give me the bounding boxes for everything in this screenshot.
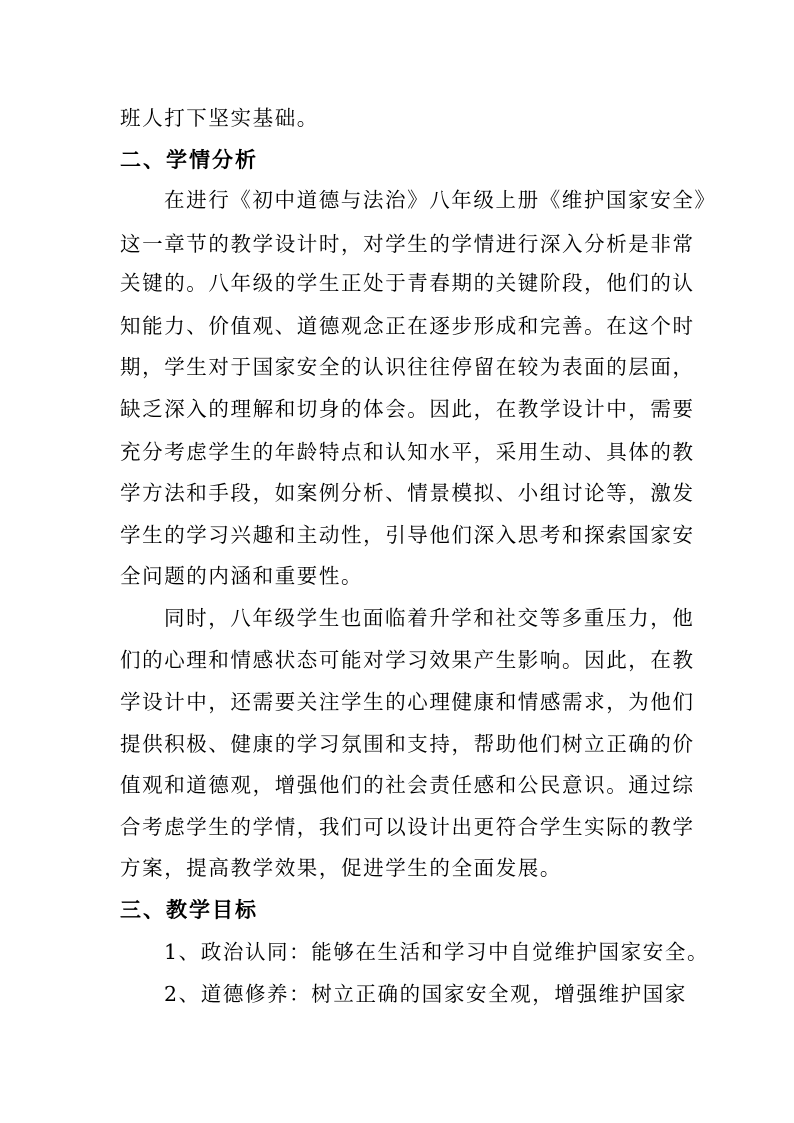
paragraph-line: 知能力、价值观、道德观念正在逐步形成和完善。在这个时 bbox=[120, 314, 695, 338]
paragraph-line: 提供积极、健康的学习氛围和支持，帮助他们树立正确的价 bbox=[120, 732, 695, 756]
paragraph-line: 期，学生对于国家安全的认识往往停留在较为表面的层面， bbox=[120, 355, 695, 379]
paragraph-line: 学生的学习兴趣和主动性，引导他们深入思考和探索国家安 bbox=[120, 523, 695, 547]
paragraph-line: 缺乏深入的理解和切身的体会。因此，在教学设计中，需要 bbox=[120, 397, 695, 421]
paragraph-line: 充分考虑学生的年龄特点和认知水平，采用生动、具体的教 bbox=[120, 440, 695, 464]
paragraph-line: 这一章节的教学设计时，对学生的学情进行深入分析是非常 bbox=[120, 232, 695, 256]
paragraph-line: 方案，提高教学效果，促进学生的全面发展。 bbox=[120, 856, 562, 880]
paragraph-line: 在进行《初中道德与法治》八年级上册《维护国家安全》 bbox=[164, 188, 717, 212]
paragraph-line: 学方法和手段，如案例分析、情景模拟、小组讨论等，激发 bbox=[120, 481, 695, 505]
paragraph-line: 值观和道德观，增强他们的社会责任感和公民意识。通过综 bbox=[120, 773, 695, 797]
paragraph-line: 们的心理和情感状态可能对学习效果产生影响。因此，在教 bbox=[120, 648, 695, 672]
paragraph-line: 合考虑学生的学情，我们可以设计出更符合学生实际的教学 bbox=[120, 815, 695, 839]
goal-item: 1、政治认同：能够在生活和学习中自觉维护国家安全。 bbox=[164, 940, 710, 964]
paragraph-line: 关键的。八年级的学生正处于青春期的关键阶段，他们的认 bbox=[120, 271, 695, 295]
paragraph-line: 同时，八年级学生也面临着升学和社交等多重压力，他 bbox=[164, 606, 695, 630]
paragraph-line: 全问题的内涵和重要性。 bbox=[120, 564, 364, 588]
goal-item: 2、道德修养：树立正确的国家安全观，增强维护国家 bbox=[164, 982, 687, 1006]
section-heading-teaching-goals: 三、教学目标 bbox=[120, 898, 258, 922]
paragraph-line: 学设计中，还需要关注学生的心理健康和情感需求，为他们 bbox=[120, 690, 695, 714]
intro-tail-line: 班人打下坚实基础。 bbox=[120, 106, 319, 130]
section-heading-learning-analysis: 二、学情分析 bbox=[120, 148, 258, 172]
